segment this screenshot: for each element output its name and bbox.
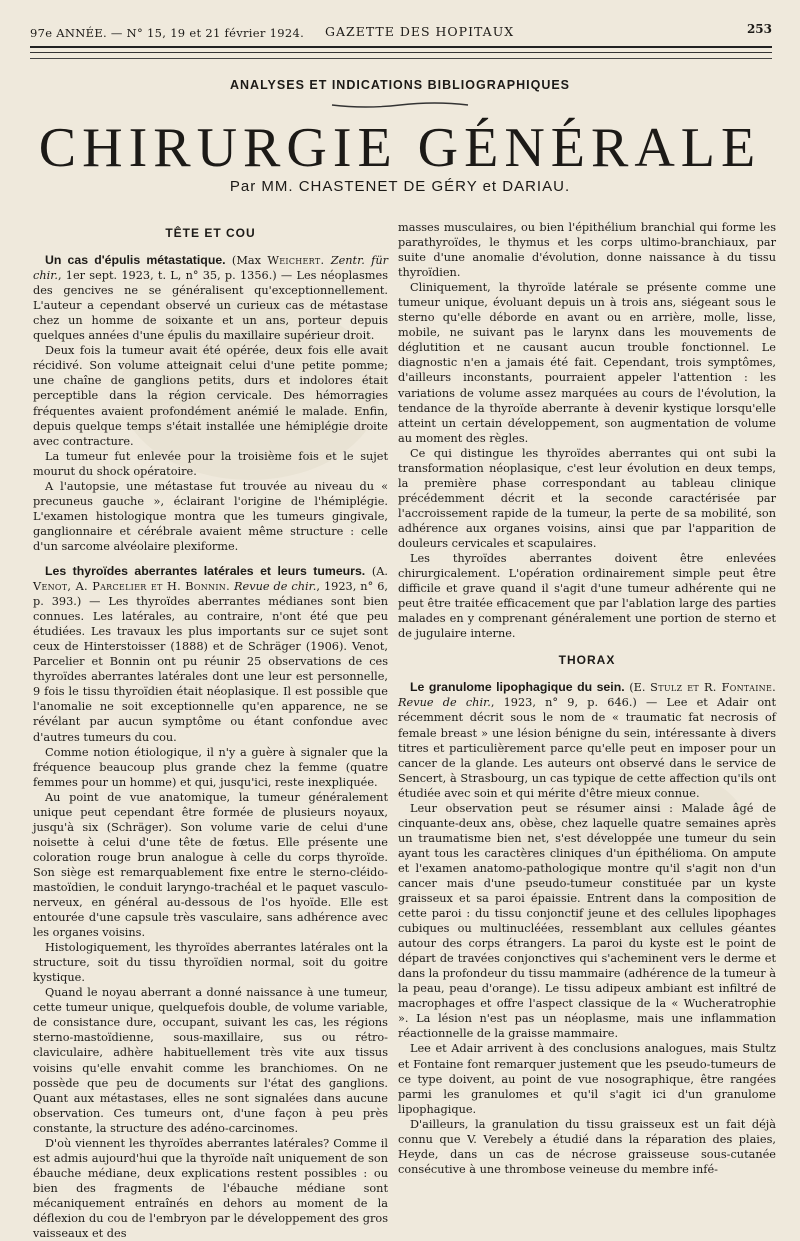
- article-intro: Le granulome lipophagique du sein. (E. Stulz et R. Fontaine. Revue de chir., 1923, n° 9, p. 646.) — Lee et Adair ont récemment décrit sous le nom de « traumatic fat necrosis of female breast » une lésion bénigne du sein, intéressante à divers titres et particulièrement parce qu'elle peut en imposer pour un cancer de la glande. Les auteurs ont observé dans le service de Sencert, à Strasbourg, un cas typique de cette affection qu'ils ont étudiée avec soin et qui mérite d'être mieux connue.: [398, 680, 776, 800]
- issue-line: 97e ANNÉE. — N° 15, 19 et 21 février 1924.: [30, 26, 305, 40]
- paragraph: D'où viennent les thyroïdes aberrantes latérales? Comme il est admis aujourd'hui que la thyroïde naît uniquement de son ébauche médiane, deux explications restent possibles : ou bien des fragments de l'ébauche médiane sont mécaniquement entraînés en dehors au moment de la déflexion du cou de l'embryon par le développement des gros vaisseaux et des: [33, 1136, 388, 1241]
- paragraph: Les néoplasmes des gencives ne se généralisent qu'exceptionnellement. L'auteur a cependant observé un curieux cas de métastase chez un homme de soixante et un ans, porteur depuis quelques années d'une épulis du maxillaire supérieur droit.: [33, 269, 388, 343]
- article-intro: Un cas d'épulis métastatique. (Max Weichert. Zentr. für chir., 1er sept. 1923, t. L, n° 35, p. 1356.) — Les néoplasmes des gencives ne se généralisent qu'exceptionnellement. L'auteur a cependant observé un curieux cas de métastase chez un homme de soixante et un ans, porteur depuis quelques années d'une épulis du maxillaire supérieur droit.: [33, 253, 388, 343]
- article-intro: Les thyroïdes aberrantes latérales et leurs tumeurs. (A. Venot, A. Parcelier et H. Bonnin. Revue de chir., 1923, n° 6, p. 393.) — Les thyroïdes aberrantes médianes sont bien connues. Les latérales, au contraire, n'ont été que peu étudiées. Les travaux les plus importants sur ce sujet sont ceux de Hinterstoisser (1888) et de Schräger (1906). Venot, Parcelier et Bonnin ont pu réunir 25 observations de ces thyroïdes aberrantes latérales dont une leur est personnelle, 9 fois le tissu thyroïdien était néoplasique. Il est possible que l'anomalie ne soit exceptionnelle qu'en apparence, ne se révélant par aucun symptôme ou étant confondue avec d'autres tumeurs du cou.: [33, 563, 389, 744]
- paragraph: Lee et Adair ont récemment décrit sous le nom de « traumatic fat necrosis of female breast » une lésion bénigne du sein, intéressante à divers titres et particulièrement parce qu'elle peut en imposer pour un cancer de la glande. Les auteurs ont observé dans le service de Sencert, à Strasbourg, un cas typique de cette affection qu'ils ont étudiée avec soin et qui mérite d'être mieux connue.: [398, 696, 776, 800]
- subsection-heading: THORAX: [558, 653, 616, 668]
- running-head: [30, 22, 772, 44]
- byline: Par MM. CHASTENET DE GÉRY et DARIAU.: [229, 178, 571, 195]
- article-author: Stulz et R. Fontaine.: [650, 681, 776, 695]
- ornament-rule: [330, 100, 470, 110]
- journal-ref: Revue de chir.: [398, 696, 491, 710]
- section-heading: ANALYSES ET INDICATIONS BIBLIOGRAPHIQUES: [229, 78, 571, 92]
- journal-name: GAZETTE DES HOPITAUX: [325, 24, 515, 39]
- paragraph: Au point de vue anatomique, la tumeur généralement unique peut cependant être formée de plusieurs noyaux, jusqu'à six (Schräger). Son volume varie de celui d'une noisette à celui d'une tête de fœtus. Elle présente une coloration rouge brun analogue à celle du corps thyroïde. Son siège est remarquablement fixe entre le sterno-cléido-mastoïdien, le conduit laryngo-trachéal et le paquet vasculo-nerveux, en général au-dessous de l'os hyoïde. Elle est entourée d'une capsule très vasculaire, sans adhérence avec les organes voisins.: [33, 790, 388, 940]
- right-column: [398, 220, 777, 1176]
- paragraph: La tumeur fut enlevée pour la troisième fois et le sujet mourut du shock opératoire.: [33, 449, 388, 478]
- page-number: 253: [746, 22, 772, 36]
- header-rule: [30, 46, 772, 48]
- article-author: Weichert.: [267, 254, 325, 268]
- article-author: Venot, A. Parcelier et H. Bonnin.: [33, 580, 230, 594]
- header-rule: [30, 58, 772, 59]
- paragraph: A l'autopsie, une métastase fut trouvée au niveau du « precuneus gauche », éclairant l'origine de l'hémiplégie. L'examen histologique montra que les tumeurs gingivale, ganglionnaire et cérébrale avaient même structure : celle d'un sarcome alvéolaire plexiforme.: [33, 479, 388, 553]
- subsection-heading: TÊTE ET COU: [165, 226, 256, 240]
- paragraph: Les thyroïdes aberrantes médianes sont bien connues. Les latérales, au contraire, n'ont été que peu étudiées. Les travaux les plus importants sur ce sujet sont ceux de Hinterstoisser (1888) et de Schräger (1906). Venot, Parcelier et Bonnin ont pu réunir 25 observations de ces thyroïdes aberrantes latérales dont une leur est personnelle, 9 fois le tissu thyroïdien était néoplasique. Il est possible que l'anomalie ne soit exceptionnelle qu'en apparence, ne se révélant par aucun symptôme ou étant confondue avec d'autres tumeurs du cou.: [33, 595, 389, 744]
- paragraph: Comme notion étiologique, il n'y a guère à signaler que la fréquence beaucoup plus grande chez la femme (quatre femmes pour un homme) et qui, jusqu'ici, reste inexpliquée.: [33, 745, 388, 789]
- article-title: Un cas d'épulis métastatique.: [45, 253, 226, 268]
- paragraph: D'ailleurs, la granulation du tissu graisseux est un fait déjà connu que V. Verebely a étudié dans la réparation des plaies, Heyde, dans un cas de nécrose graisseuse sous-cutanée consécutive à une thrombose veineuse du membre infé-: [398, 1117, 776, 1176]
- paragraph: Leur observation peut se résumer ainsi : Malade âgé de cinquante-deux ans, obèse, chez laquelle quatre semaines après un traumatisme bien net, s'est développée une tumeur du sein ayant tous les caractères cliniques d'un épithélioma. On ampute et l'examen anatomo-pathologique montre qu'il s'agit non d'un cancer mais d'une pseudo-tumeur constituée par un kyste graisseux et sa paroi épaissie. Entrent dans la composition de cette paroi : du tissu conjonctif jeune et des cellules lipophages cubiques ou multinucléées, ressemblant aux cellules géantes autour des corps étrangers. La paroi du kyste est le point de départ de travées conjonctives qui s'acheminent vers le derme et dans la profondeur du tissu mammaire (adhérence de la tumeur à la peau, peau d'orange). Le tissu adipeux ambiant est infiltré de macrophages et offre l'aspect classique de la « Wucheratrophie ». La lésion n'est pas un néoplasme, mais une inflammation réactionnelle de la graisse mammaire.: [398, 801, 777, 1041]
- paragraph: Ce qui distingue les thyroïdes aberrantes qui ont subi la transformation néoplasique, c'est leur évolution en deux temps, la première phase correspondant au tableau clinique précédemment décrit et la seconde caractérisée par l'accroissement rapide de la tumeur, la perte de sa mobilité, son adhérence aux organes voisins, ainsi que par l'apparition de douleurs cervicales et scapulaires.: [398, 446, 776, 550]
- header-rule: [30, 52, 772, 53]
- left-column: [33, 216, 389, 1241]
- journal-ref: Revue de chir.: [234, 580, 317, 594]
- paragraph: masses musculaires, ou bien l'épithélium branchial qui forme les parathyroïdes, le thymus et les corps ultimo-branchiaux, par suite d'une anomalie d'évolution, donne naissance à du tissu thyroïdien.: [398, 221, 776, 280]
- article-title: Le granulome lipophagique du sein.: [410, 680, 625, 695]
- paragraph: Quand le noyau aberrant a donné naissance à une tumeur, cette tumeur unique, quelquefois double, de volume variable, de consistance dure, occupant, suivant les cas, les régions sterno-mastoïdienne, sous-maxillaire, sus ou rétro-claviculaire, adhère habituellement très vite aux tissus voisins qu'elle envahit comme les branchiomes. On ne possède que peu de documents sur l'état des ganglions. Quant aux métastases, elles ne sont signalées dans aucune observation. Ces tumeurs ont, d'une façon à peu près constante, la structure des adéno-carcinomes.: [33, 986, 388, 1135]
- paragraph: Deux fois la tumeur avait été opérée, deux fois elle avait récidivé. Son volume atteignait celui d'une petite pomme; une chaîne de ganglions petits, durs et indolores était perceptible dans la région cervicale. Des hémorragies fréquentes avaient profondément anémié le malade. Enfin, depuis quelque temps s'était installée une hémiplégie droite avec contracture.: [33, 344, 388, 448]
- paragraph: Histologiquement, les thyroïdes aberrantes latérales ont la structure, soit du tissu thyroïdien normal, soit du goitre kystique.: [33, 941, 388, 985]
- journal-ref: Zentr. für chir.: [33, 254, 388, 283]
- paragraph: Les thyroïdes aberrantes doivent être enlevées chirurgicalement. L'opération ordinairement simple peut être difficile et grave quand il s'agit d'une tumeur adhérente qui ne peut être traitée efficacement que par l'ablation large des parties malades en y comprenant généralement une portion de sterno et de jugulaire interne.: [398, 552, 776, 641]
- page-title: CHIRURGIE GÉNÉRALE: [38, 117, 762, 179]
- article-title: Les thyroïdes aberrantes latérales et leurs tumeurs.: [45, 563, 366, 578]
- paragraph: Lee et Adair arrivent à des conclusions analogues, mais Stultz et Fontaine font remarquer justement que les pseudo-tumeurs de ce type doivent, au point de vue nosographique, être rangées parmi les granulomes et qu'il s'agit ici d'un granulome lipophagique.: [398, 1042, 776, 1116]
- paragraph: Cliniquement, la thyroïde latérale se présente comme une tumeur unique, évoluant depuis un à trois ans, siégeant sous le sterno qu'elle déborde en avant ou en arrière, molle, lisse, mobile, ne suivant pas le larynx dans les mouvements de déglutition et ne causant aucun trouble fonctionnel. Le diagnostic n'en a jamais été fait. Cependant, trois symptômes, d'ailleurs inconstants, pourraient appeler l'attention : les variations de volume assez marquées au cours de l'évolution, la tendance de la thyroïde aberrante à devenir kystique lorsqu'elle atteint un certain développement, son augmentation de volume au moment des règles.: [398, 281, 776, 445]
